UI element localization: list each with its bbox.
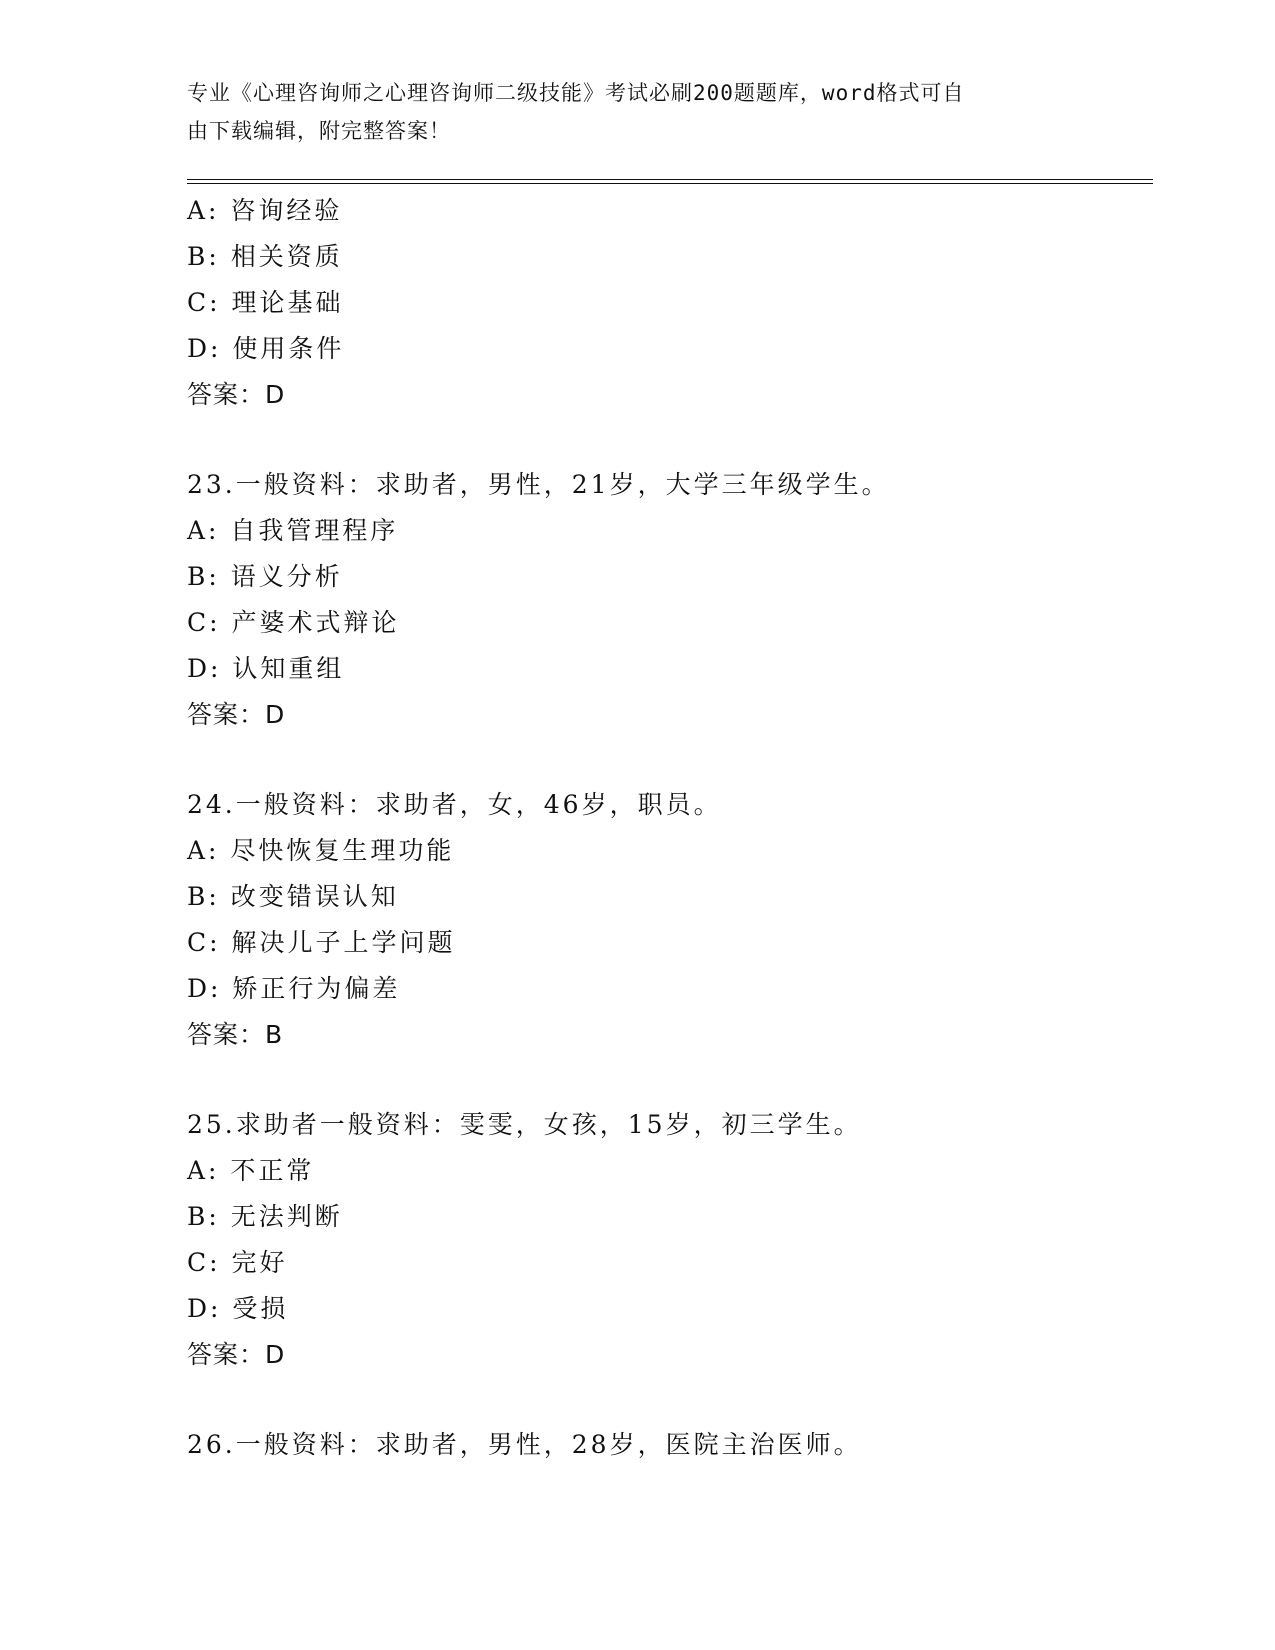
- question-block: [187, 188, 1147, 418]
- question-block: [187, 1102, 1147, 1378]
- option-d: D: 受损: [187, 1294, 289, 1323]
- question-block: [187, 1422, 1147, 1468]
- answer: 答案：D: [187, 1340, 286, 1369]
- answer: 答案：B: [187, 1020, 284, 1049]
- header-divider: [187, 179, 1153, 184]
- option-a: A: 尽快恢复生理功能: [187, 836, 455, 865]
- question-text: 25.求助者一般资料：雯雯，女孩，15岁，初三学生。: [187, 1110, 862, 1139]
- option-c: C: 完好: [187, 1248, 288, 1277]
- header-line-2: 由下载编辑，附完整答案！: [187, 119, 451, 143]
- question-list: [187, 188, 1147, 1468]
- option-a: A: 不正常: [187, 1156, 315, 1185]
- question-block: [187, 462, 1147, 738]
- option-b: B: 改变错误认知: [187, 882, 399, 911]
- option-c: C: 产婆术式辩论: [187, 608, 400, 637]
- option-d: D: 认知重组: [187, 654, 345, 683]
- option-b: B: 相关资质: [187, 242, 343, 271]
- question-text: 26.一般资料：求助者，男性，28岁，医院主治医师。: [187, 1430, 862, 1459]
- option-a: A: 自我管理程序: [187, 516, 399, 545]
- question-text: 24.一般资料：求助者，女，46岁，职员。: [187, 790, 722, 819]
- question-block: [187, 782, 1147, 1058]
- option-b: B: 无法判断: [187, 1202, 343, 1231]
- header-line-1: 专业《心理咨询师之心理咨询师二级技能》考试必刷200题题库，word格式可自: [187, 81, 965, 105]
- answer: 答案：D: [187, 380, 286, 409]
- question-text: 23.一般资料：求助者，男性，21岁，大学三年级学生。: [187, 470, 890, 499]
- option-d: D: 使用条件: [187, 334, 345, 363]
- option-c: C: 解决儿子上学问题: [187, 928, 456, 957]
- option-d: D: 矫正行为偏差: [187, 974, 401, 1003]
- document-header: [187, 74, 1067, 150]
- option-a: A: 咨询经验: [187, 196, 343, 225]
- option-c: C: 理论基础: [187, 288, 344, 317]
- answer: 答案：D: [187, 700, 286, 729]
- option-b: B: 语义分析: [187, 562, 343, 591]
